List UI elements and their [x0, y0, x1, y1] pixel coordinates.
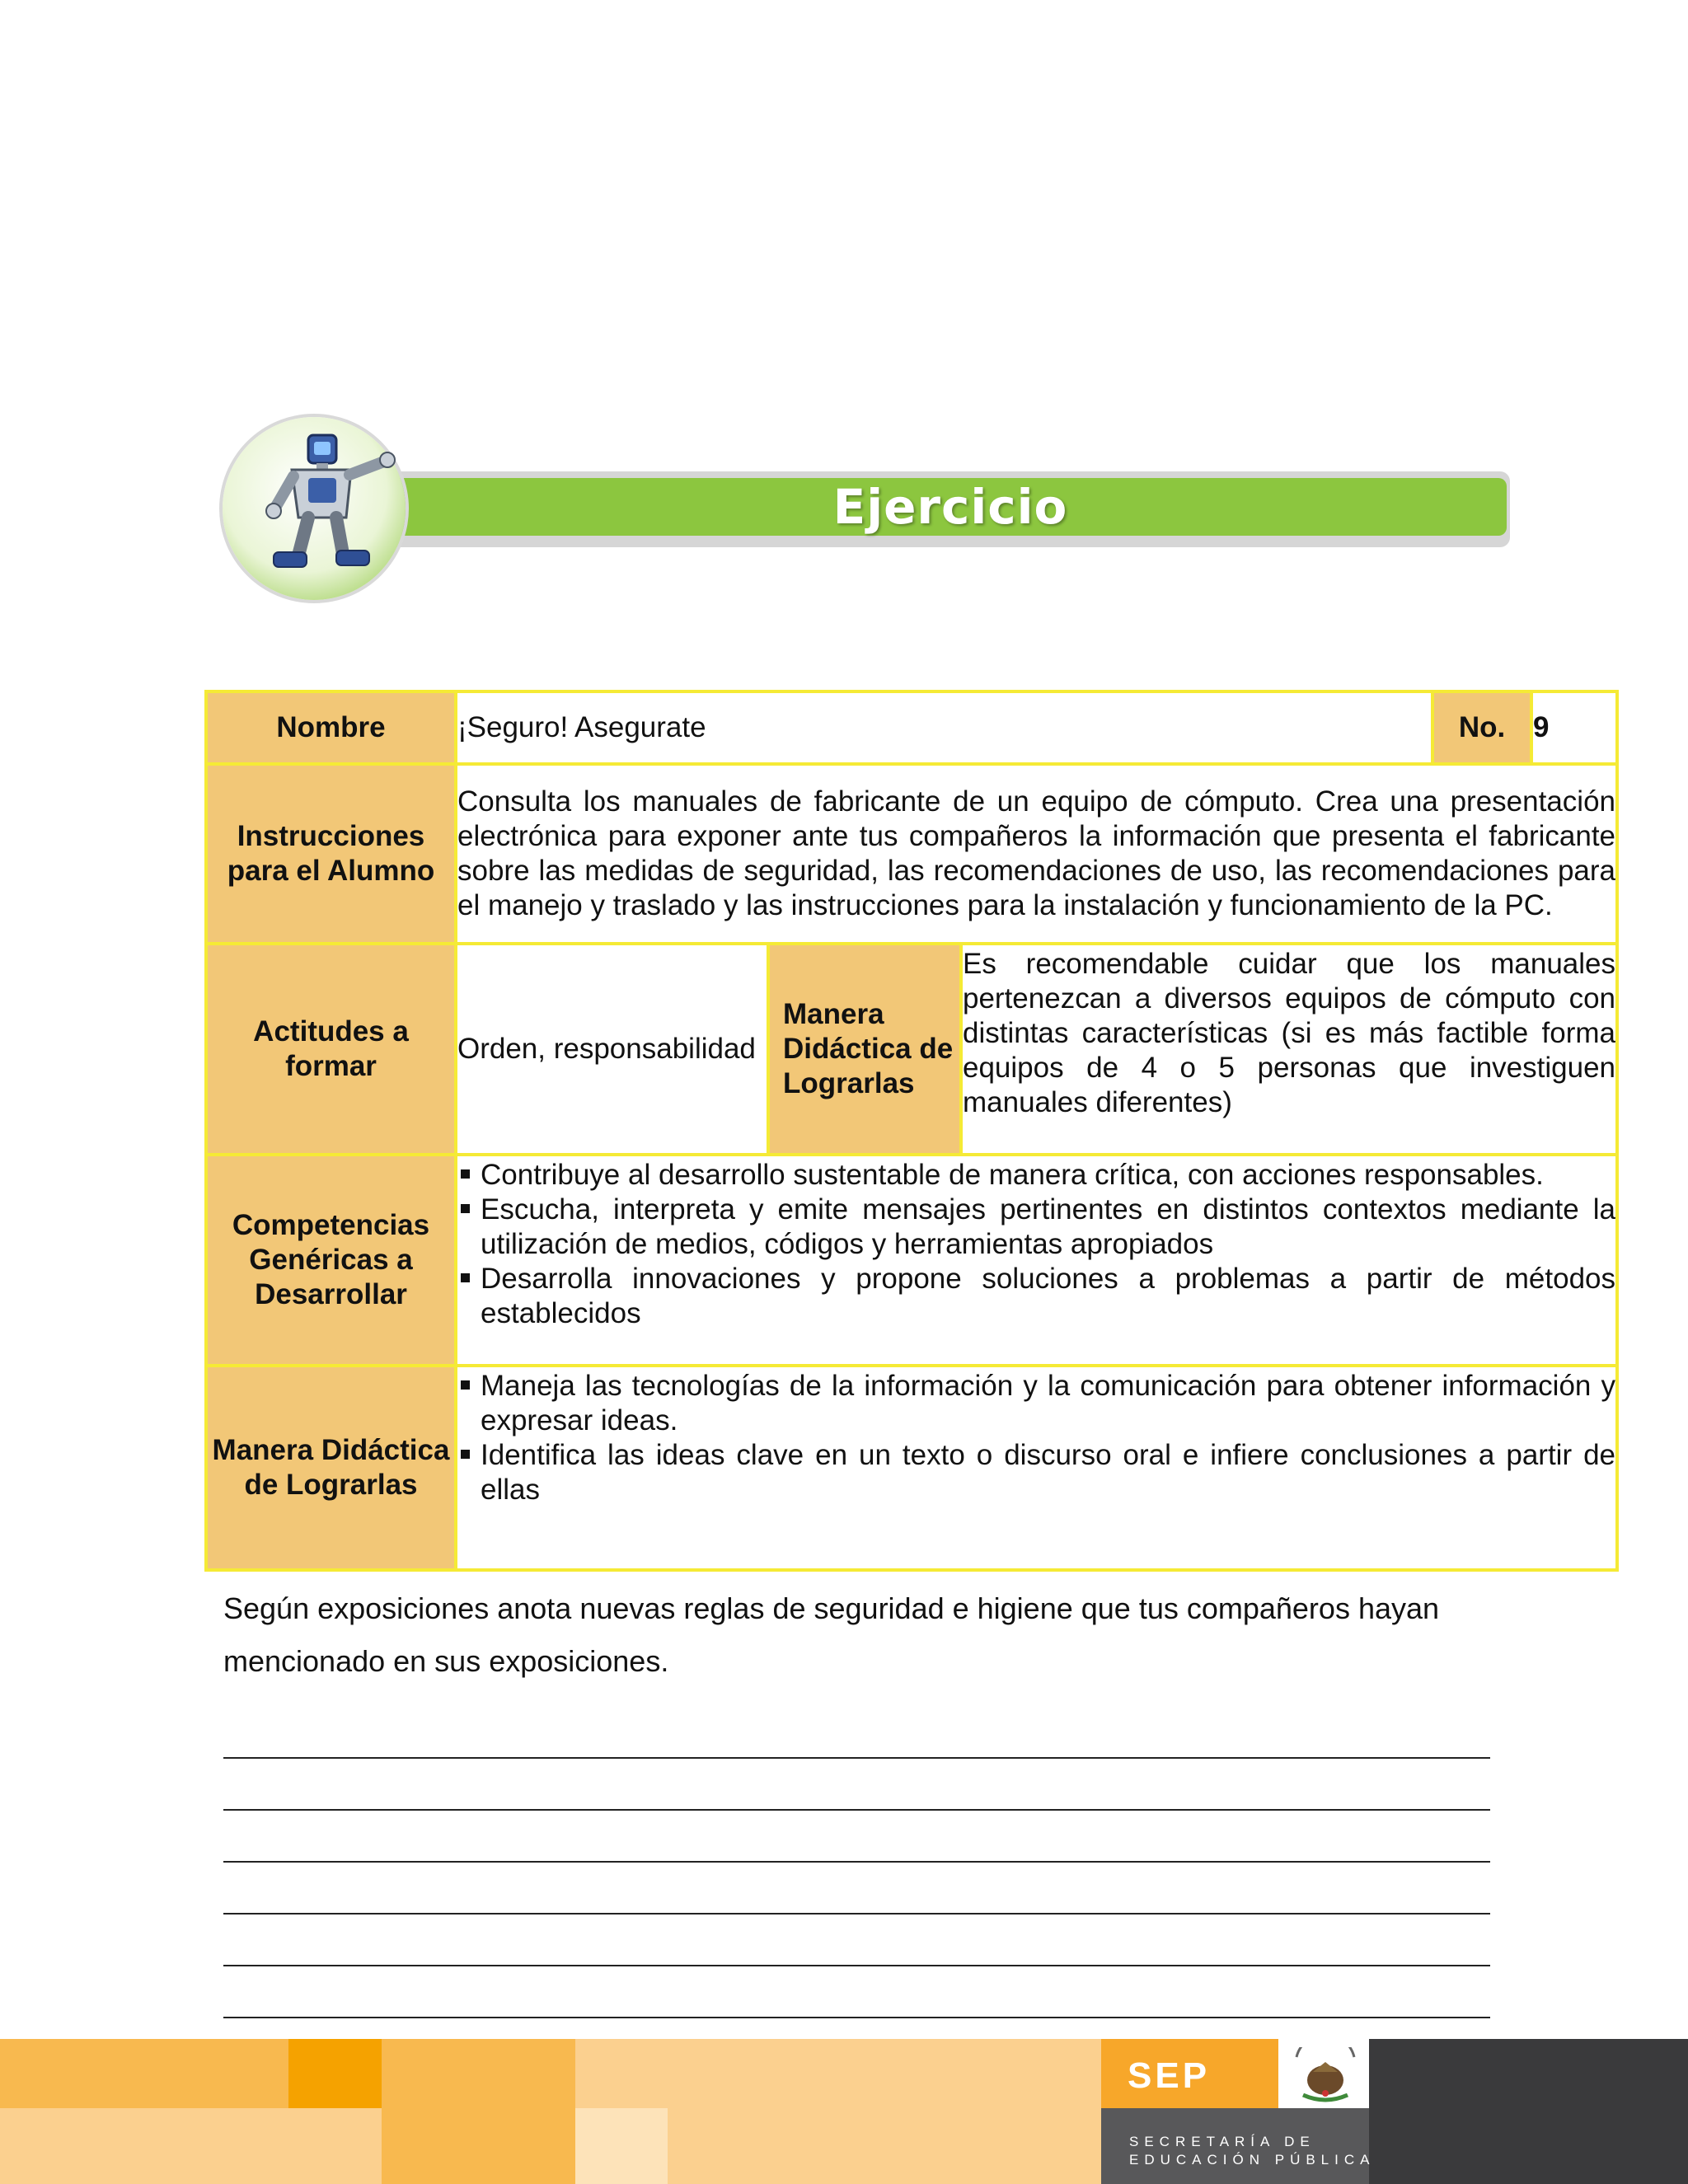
row-actitudes — [206, 944, 1617, 1155]
ejercicio-banner — [387, 471, 1510, 547]
ejercicio-banner-bar — [387, 478, 1507, 536]
manera-small-label: Manera Didáctica de Lograrlas — [768, 944, 961, 1155]
list-item: Contribuye al desarrollo sustentable de manera crítica, con acciones responsables. — [457, 1158, 1615, 1193]
competencias-list — [457, 1158, 1615, 1331]
robot-badge — [223, 417, 406, 600]
list-item: Identifica las ideas clave en un texto o discurso oral e infiere conclusiones a partir de ellas — [457, 1438, 1615, 1507]
list-item: Maneja las tecnologías de la información y la comunicación para obtener información y expresar ideas. — [457, 1369, 1615, 1438]
no-value: 9 — [1531, 691, 1617, 764]
list-item: Escucha, interpreta y emite mensajes pertinentes en distintos contextos mediante la utilización de medios, códigos y herramientas apropiados — [457, 1193, 1615, 1262]
activity-prompt: Según exposiciones anota nuevas reglas de seguridad e higiene que tus compañeros hayan mencionado en sus exposiciones. — [223, 1591, 1440, 1678]
row-nombre — [206, 691, 1617, 764]
manera-small-text: Es recomendable cuidar que los manuales pertenezcan a diversos equipos de cómputo con distintas características (si es más factible forma equipos de 4 o 5 personas que investiguen manuales diferentes) — [961, 944, 1617, 1155]
writing-line[interactable] — [223, 2017, 1490, 2018]
row-instrucciones — [206, 764, 1617, 944]
manera-label: Manera Didáctica de Lograrlas — [206, 1366, 456, 1570]
writing-line[interactable] — [223, 1757, 1490, 1759]
actitudes-value: Orden, responsabilidad — [456, 944, 768, 1155]
sep-logo-text: SEP — [1128, 2055, 1211, 2096]
nombre-value: ¡Seguro! Asegurate — [456, 691, 1432, 764]
page-title: Ejercicio — [832, 479, 1068, 535]
no-label: No. — [1432, 691, 1531, 764]
writing-line[interactable] — [223, 1965, 1490, 1966]
sep-subtitle — [1129, 2133, 1375, 2169]
footer-band — [0, 2039, 1688, 2184]
actitudes-label: Actitudes a formar — [206, 944, 456, 1155]
sep-subtitle-line1: SECRETARÍA DE — [1129, 2134, 1315, 2149]
writing-line[interactable] — [223, 1913, 1490, 1915]
row-manera — [206, 1366, 1617, 1570]
writing-line[interactable] — [223, 1809, 1490, 1811]
list-item: Desarrolla innovaciones y propone soluciones a problemas a partir de métodos establecidos — [457, 1262, 1615, 1331]
mexico-coat-of-arms-icon — [1288, 2047, 1362, 2105]
row-competencias — [206, 1155, 1617, 1366]
instrucciones-label: Instrucciones para el Alumno — [206, 764, 456, 944]
nombre-label: Nombre — [206, 691, 456, 764]
sep-subtitle-line2: EDUCACIÓN PÚBLICA — [1129, 2152, 1376, 2168]
manera-list — [457, 1369, 1615, 1507]
competencias-cell — [456, 1155, 1617, 1366]
manera-cell — [456, 1366, 1617, 1570]
instrucciones-text: Consulta los manuales de fabricante de un equipo de cómputo. Crea una presentación electrónica para exponer ante tus compañeros la información que presenta el fabricante sobre las medidas de seguridad, las recomendaciones de uso, las recomendaciones para el manejo y traslado y las instrucciones para la instalación y funcionamiento de la PC. — [456, 764, 1617, 944]
writing-line[interactable] — [223, 1861, 1490, 1863]
competencias-label: Competencias Genéricas a Desarrollar — [206, 1155, 456, 1366]
robot-mascot-icon — [223, 417, 406, 600]
exercise-table — [204, 690, 1619, 1572]
